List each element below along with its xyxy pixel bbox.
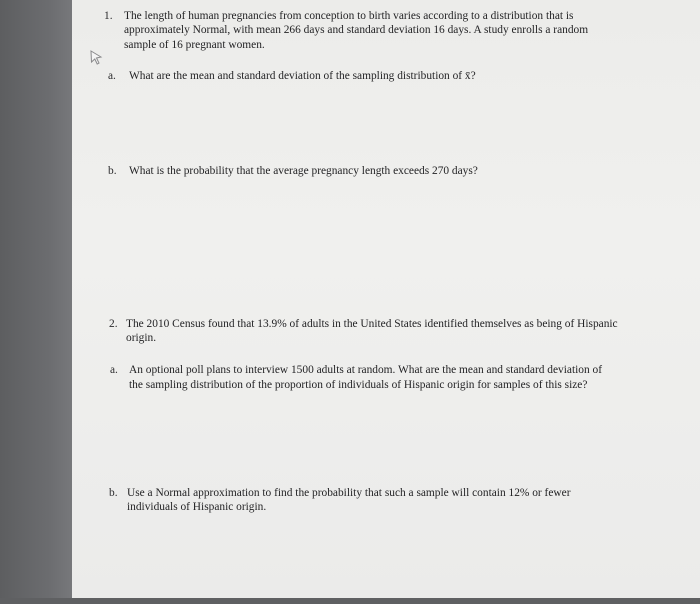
question-2a-label: a. xyxy=(110,364,118,376)
question-2-line-2: origin. xyxy=(126,332,157,344)
question-2b-label: b. xyxy=(109,487,118,499)
question-2-line-1: The 2010 Census found that 13.9% of adults in the United States identified themselves as being of Hispanic xyxy=(126,318,618,330)
question-1a-label: a. xyxy=(108,70,116,82)
question-1-number: 1. xyxy=(104,10,113,22)
question-1-line-1: The length of human pregnancies from conception to birth varies according to a distribution that is xyxy=(124,10,574,22)
question-2a-line-1: An optional poll plans to interview 1500 adults at random. What are the mean and standard deviation of xyxy=(129,364,603,376)
screen-bezel-left xyxy=(0,0,72,604)
screen-bezel-bottom xyxy=(0,598,700,604)
question-1b-text: What is the probability that the average pregnancy length exceeds 270 days? xyxy=(129,165,478,177)
question-2b-line-2: individuals of Hispanic origin. xyxy=(127,501,267,513)
pointer-cursor-icon xyxy=(88,48,106,73)
question-1b-label: b. xyxy=(108,165,117,177)
question-1a-text: What are the mean and standard deviation of the sampling distribution of x̄? xyxy=(129,70,476,82)
worksheet-page xyxy=(72,0,700,598)
question-1-line-3: sample of 16 pregnant women. xyxy=(124,39,265,51)
question-1-line-2: approximately Normal, with mean 266 days and standard deviation 16 days. A study enrolls a random xyxy=(124,24,589,36)
question-2-number: 2. xyxy=(109,318,118,330)
question-2a-line-2: the sampling distribution of the proportion of individuals of Hispanic origin for samples of this size? xyxy=(129,379,588,391)
question-2b-line-1: Use a Normal approximation to find the probability that such a sample will contain 12% or fewer xyxy=(127,487,571,499)
